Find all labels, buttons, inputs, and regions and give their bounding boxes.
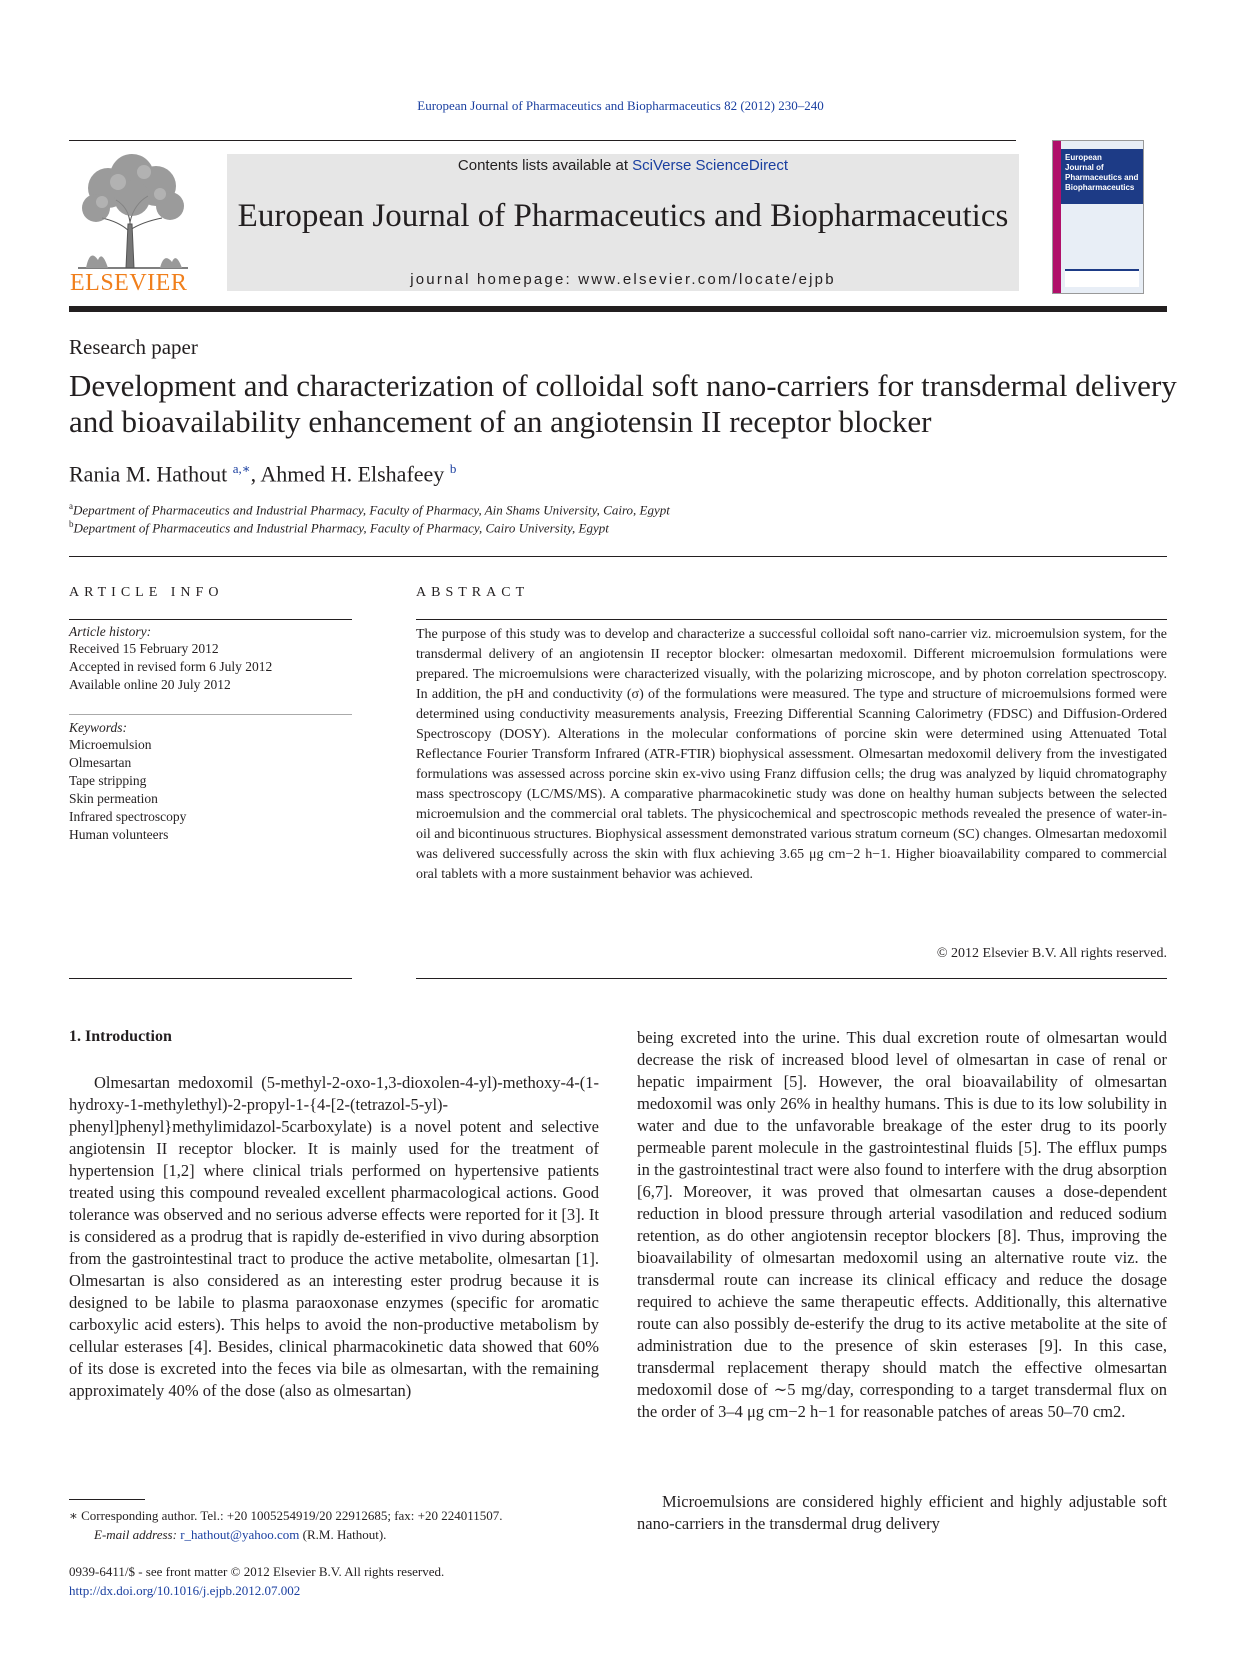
- author-list: [69, 461, 456, 487]
- article-info-heading: ARTICLE INFO: [69, 585, 224, 600]
- email-line: [69, 1525, 609, 1544]
- keyword-item: Microemulsion: [69, 737, 152, 752]
- section-heading-introduction: 1. Introduction: [69, 1028, 172, 1045]
- history-received: Received 15 February 2012: [69, 641, 219, 656]
- contents-line: [227, 157, 1019, 174]
- header-bottom-rule: [69, 306, 1167, 312]
- cover-footer: [1065, 269, 1139, 287]
- cover-title-line: Journal of: [1065, 163, 1104, 172]
- footnote-rule: [69, 1499, 145, 1500]
- affiliation-mark: b: [69, 519, 74, 529]
- author-separator: ,: [250, 461, 261, 487]
- body-column-right-p2: Microemulsions are considered highly efficient and highly adjustable soft nano-carriers in the transdermal drug delivery: [637, 1492, 1167, 1533]
- sciencedirect-link[interactable]: SciVerse ScienceDirect: [632, 157, 789, 174]
- keyword-item: Tape stripping: [69, 773, 147, 788]
- author-marks[interactable]: a,∗: [232, 461, 251, 476]
- article-type: Research paper: [69, 335, 198, 359]
- body-column-left: Olmesartan medoxomil (5-methyl-2-oxo-1,3-dioxolen-4-yl)-methoxy-4-(1-hydroxy-1-methylethyl)-2-propyl-1-{4-[2-(tetrazol-5-yl)-phenyl]phenyl}methylimidazol-5carboxylate) is a novel potent and selective angiotensin II receptor blocker. It is mainly used for the treatment of hypertension [1,2] where clinical trials performed on hypertensive patients treated using this compound revealed excellent pharmacological actions. Good tolerance was observed and no serious adverse effects were reported for it [3]. It is considered as a prodrug that is rapidly de-esterified in vivo during absorption from the gastrointestinal tract to produce the active metabolite, olmesartan [1]. Olmesartan is also considered as an interesting ester prodrug because it is designed to be labile to plasma paraoxonase enzymes (specific for aromatic carboxylic acid esters). This helps to avoid the non-productive metabolism by cellular esterases [4]. Besides, clinical pharmacokinetic data showed that 60% of its dose is excreted into the feces via bile as olmesartan, with the remaining approximately 40% of the dose (also as olmesartan): [69, 1073, 599, 1400]
- abstract-copyright: © 2012 Elsevier B.V. All rights reserved.: [936, 946, 1167, 961]
- affiliation-mark: a: [69, 501, 73, 511]
- doi-link[interactable]: http://dx.doi.org/10.1016/j.ejpb.2012.07.002: [69, 1583, 301, 1598]
- history-accepted: Accepted in revised form 6 July 2012: [69, 659, 273, 674]
- cover-title-line: European: [1065, 153, 1102, 162]
- affiliation-text: Department of Pharmaceutics and Industrial Pharmacy, Faculty of Pharmacy, Ain Shams University, Cairo, Egypt: [73, 502, 670, 518]
- affiliation-text: Department of Pharmaceutics and Industrial Pharmacy, Faculty of Pharmacy, Cairo University, Egypt: [73, 520, 609, 536]
- cover-title: [1065, 153, 1141, 193]
- corresponding-text: Corresponding author. Tel.: +20 1005254919/20 22912685; fax: +20 224011507.: [81, 1508, 503, 1523]
- article-history: [69, 624, 352, 694]
- author-marks[interactable]: b: [449, 461, 457, 476]
- affiliation-a: [69, 501, 670, 518]
- keyword-item: Human volunteers: [69, 827, 169, 842]
- bottom-publication-info: [69, 1562, 444, 1600]
- elsevier-wordmark[interactable]: ELSEVIER: [70, 270, 188, 296]
- article-info-bottom-rule: [69, 978, 352, 979]
- email-label: E-mail address:: [94, 1527, 181, 1542]
- header-top-rule: [69, 140, 1016, 141]
- affiliation-b: [69, 519, 609, 536]
- history-label: Article history:: [69, 624, 152, 639]
- contents-prefix: Contents lists available at: [457, 157, 633, 174]
- abstract-rule: [416, 619, 1167, 620]
- title-block-rule: [69, 556, 1167, 557]
- journal-reference[interactable]: European Journal of Pharmaceutics and Biopharmaceutics 82 (2012) 230–240: [417, 98, 824, 113]
- cover-accent-bar: [1053, 141, 1061, 293]
- footnote: [69, 1506, 609, 1544]
- body-column-right-p1: being excreted into the urine. This dual excretion route of olmesartan would decrease the risk of increased blood level of olmesartan in case of renal or hepatic impairment [5]. However, the oral bioavailability of olmesartan medoxomil was only 26% in healthy humans. This is due to its low solubility in water and due to the unfavorable breakage of the ester drug to its poorly permeable parent molecule in the gastrointestinal fluids [5]. The efflux pumps in the gastrointestinal tract were also found to interfere with the drug absorption [6,7]. Moreover, it was proved that olmesartan causes a dose-dependent reduction in blood pressure through arterial vasodilation and reduced sodium retention, as do other angiotensin receptor blockers [8]. Thus, improving the bioavailability of olmesartan medoxomil using an alternative route viz. the transdermal route can increase its clinical efficacy and reduce the dosage required to achieve the same therapeutic effects. Additionally, this alternative route can also possibly de-esterify the drug to its active metabolite at the site of administration due to the presence of skin esterases [9]. In this case, transdermal replacement therapy should match the effective olmesartan medoxomil dose of ∼5 mg/day, corresponding to a target transdermal flux on the order of 3–4 μg cm−2 h−1 for reasonable patches of areas 50–70 cm2.: [637, 1028, 1167, 1421]
- keywords-block: [69, 720, 352, 844]
- cover-title-line: Biopharmaceutics: [1065, 183, 1135, 192]
- history-online: Available online 20 July 2012: [69, 677, 231, 692]
- cover-title-line: Pharmaceutics and: [1065, 173, 1139, 182]
- email-link[interactable]: r_hathout@yahoo.com: [180, 1527, 300, 1542]
- keyword-item: Olmesartan: [69, 755, 132, 770]
- keyword-item: Skin permeation: [69, 791, 158, 806]
- issn-line: 0939-6411/$ - see front matter © 2012 Elsevier B.V. All rights reserved.: [69, 1564, 445, 1579]
- abstract-text: The purpose of this study was to develop and characterize a successful colloidal soft nano-carrier viz. microemulsion system, for the transdermal delivery of an angiotensin II receptor blocker: olmesartan medoxomil. Different microemulsion formulations were prepared. The microemulsions were characterized visually, with the polarizing microscope, and by photon correlation spectroscopy. In addition, the pH and conductivity (σ) of the formulations were measured. The type and structure of microemulsions formed were determined using conductivity measurements analysis, Freezing Differential Scanning Calorimetry (FDSC) and Diffusion-Ordered Spectroscopy (DOSY). Alterations in the molecular conformations of porcine skin were determined using Attenuated Total Reflectance Fourier Transform Infrared (ATR-FTIR) biophysical assessment. Olmesartan medoxomil delivery from the investigated formulations was assessed across porcine skin ex-vivo using Franz diffusion cells; the drug was analyzed by liquid chromatography mass spectroscopy (LC/MS/MS). A comparative pharmacokinetic study was done on healthy human subjects between the selected microemulsion and the commercial oral tablets. The physicochemical and spectroscopic methods revealed the presence of water-in-oil and bicontinuous structures. Biophysical assessment demonstrated various stratum corneum (SC) changes. Olmesartan medoxomil was delivered successfully across the skin with flux achieving 3.65 μg cm−2 h−1. Higher bioavailability compared to commercial oral tablets with a more sustainment behavior was achieved.: [416, 627, 1167, 882]
- keywords-label: Keywords:: [69, 720, 127, 735]
- abstract-bottom-rule: [416, 978, 1167, 979]
- corresponding-author-note: [69, 1506, 609, 1525]
- author-name[interactable]: Rania M. Hathout: [69, 461, 228, 487]
- author-name[interactable]: Ahmed H. Elshafeey: [260, 461, 445, 487]
- article-info-rule: [69, 619, 352, 620]
- abstract-heading: ABSTRACT: [416, 585, 530, 600]
- footnote-mark: ∗: [69, 1508, 78, 1523]
- keywords-rule: [69, 714, 352, 715]
- journal-title: European Journal of Pharmaceutics and Biopharmaceutics: [237, 198, 1009, 234]
- keyword-item: Infrared spectroscopy: [69, 809, 187, 824]
- journal-cover-thumbnail[interactable]: [1052, 140, 1144, 294]
- email-suffix: (R.M. Hathout).: [299, 1527, 387, 1542]
- journal-homepage[interactable]: journal homepage: www.elsevier.com/locate/ejpb: [410, 271, 836, 288]
- article-title: Development and characterization of colloidal soft nano-carriers for transdermal delivery and bioavailability enhancement of an angiotensin II receptor blocker: [69, 368, 1177, 439]
